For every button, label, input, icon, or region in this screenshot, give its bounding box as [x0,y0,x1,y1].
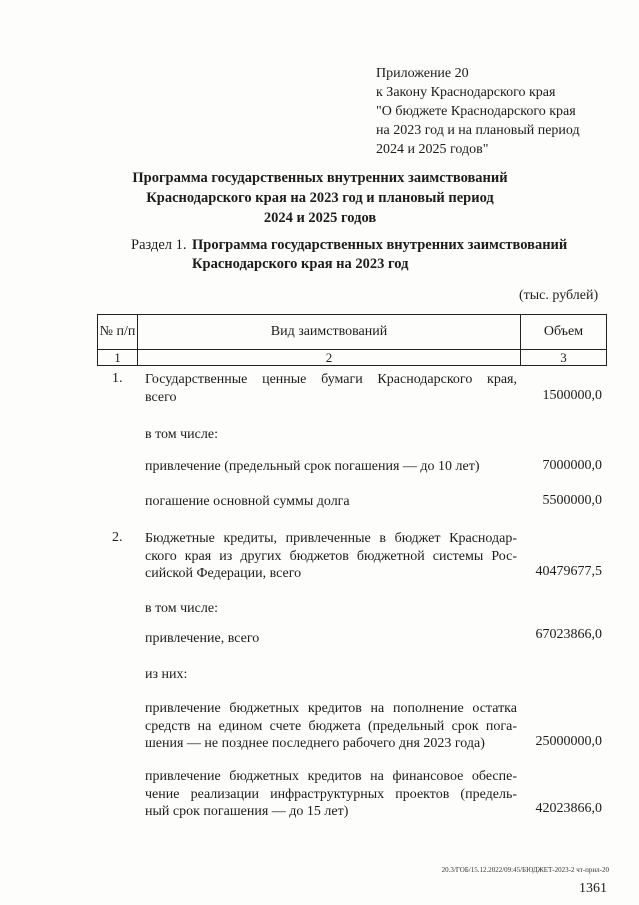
document-code: 20.3/ГОБ/15.12.2022/09:45/БЮДЖЕТ-2023-2 чт-прил-20 [441,866,609,874]
row-line: чение реализации инфраструктурных проектов (предель- [145,786,517,802]
appendix-line: 2024 и 2025 годов" [376,142,489,157]
header-index: 1 [98,350,138,366]
row-line: ный срок погашения — до 15 лет) [145,804,349,819]
section-title: Краснодарского края на 2023 год [192,256,409,272]
row-number: 2. [112,530,123,545]
row-text [145,700,517,753]
header-kind: Вид заимствований [138,315,521,350]
row-value: 40479677,5 [535,564,602,579]
row-text [145,768,517,821]
appendix-line: к Закону Краснодарского края [376,85,556,100]
header-volume: Объем [521,315,607,350]
row-line: привлечение бюджетных кредитов на пополнение остатка [145,701,517,716]
header-index: 2 [138,350,521,366]
row-value: 1500000,0 [542,388,602,403]
row-text: привлечение, всего [145,631,260,646]
row-line: Государственные ценные бумаги Краснодарского края, [145,372,517,387]
row-number: 1. [112,371,123,386]
row-value: 42023866,0 [535,801,602,816]
row-line: привлечение бюджетных кредитов на финансовое обеспе- [145,769,517,784]
row-text: из них: [145,667,188,682]
title-line: Краснодарского края на 2023 год и плановый период [146,190,494,206]
document-title [120,168,520,228]
row-text: в том числе: [145,427,218,442]
row-line: Бюджетные кредиты, привлеченные в бюджет Краснодар- [145,531,517,546]
row-text: погашение основной суммы долга [145,494,350,509]
row-value: 5500000,0 [542,493,602,508]
title-line: 2024 и 2025 годов [263,210,377,226]
row-line: всего [145,389,177,405]
table-header [97,314,607,366]
units-label: (тыс. рублей) [519,288,599,303]
row-text: в том числе: [145,601,218,616]
row-text: привлечение (предельный срок погашения — до 10 лет) [145,459,480,474]
appendix-line: "О бюджете Краснодарского края [376,104,576,119]
row-value: 67023866,0 [535,627,602,642]
appendix-line: Приложение 20 [376,66,469,81]
appendix-block [376,64,580,159]
row-text [145,371,517,406]
title-line: Программа государственных внутренних заимствований [132,170,508,186]
row-line: ского края из других бюджетов бюджетной системы Рос- [145,548,517,564]
row-line: шения — не позднее последнего рабочего дня 2023 года) [145,736,485,751]
header-num: № п/п [98,315,138,350]
section-title: Программа государственных внутренних заимствований [192,237,568,253]
page-number: 1361 [579,881,607,896]
row-value: 7000000,0 [542,458,602,473]
row-value: 25000000,0 [535,734,602,749]
appendix-line: на 2023 год и на плановый период [376,123,580,138]
section-prefix: Раздел 1. [131,237,187,253]
header-index: 3 [521,350,607,366]
row-line: сийской Федерации, всего [145,566,302,581]
row-line: средств на едином счете бюджета (предельный срок пога- [145,718,517,734]
row-text [145,530,517,583]
